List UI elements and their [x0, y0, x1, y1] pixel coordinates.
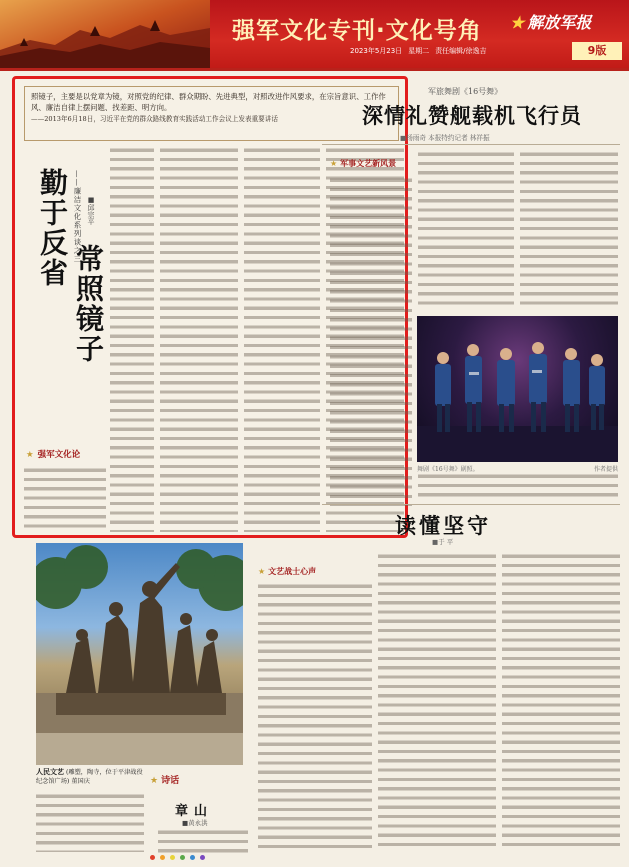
divider [322, 144, 620, 145]
page-number: 9版 [572, 42, 622, 60]
header-title: 强军文化专刊·文化号角 [232, 18, 482, 44]
section-badge [330, 158, 396, 169]
issue-weekday: 星期二 [408, 47, 430, 55]
great-wall-banner-image [0, 0, 210, 68]
photo-caption-text: 舞剧《16号舞》剧照。 [417, 466, 479, 473]
newspaper-name: 解放军报 [527, 13, 592, 32]
star-icon: ★ [258, 567, 266, 576]
section-badge-label: 文艺战士心声 [268, 567, 317, 576]
article-title: 深情礼赞舰载机飞行员 [362, 104, 582, 128]
sculpture-photo [36, 543, 243, 765]
article-text-column [330, 176, 412, 506]
photo-caption-subtitle: (雕塑，陶寺，位于平津战役纪念馆广场) [36, 769, 143, 785]
poem-text [158, 828, 248, 854]
article-text-column [36, 792, 144, 852]
article-text-column [244, 146, 320, 532]
section-badge-label: 军事文艺新风景 [340, 159, 397, 168]
article-byline: ■杨雨奇 本报特约记者 林祥振 [400, 134, 490, 142]
article-text-column [110, 146, 154, 532]
article-title-line-1: 勤于反省 [36, 168, 69, 288]
article-author: ■邱宗平 [87, 196, 95, 225]
star-icon: ★ [510, 13, 525, 32]
decorative-dots [150, 855, 205, 860]
section-badge [258, 566, 316, 577]
article-text-column [160, 146, 238, 532]
article-byline: ■于 平 [432, 538, 454, 546]
photo-caption-title: 人民文艺 [36, 768, 64, 776]
article-text-column [502, 552, 620, 852]
article-text-column [258, 582, 372, 852]
header-divider [0, 68, 629, 71]
editor-info: 责任编辑/徐逸吉 [435, 47, 487, 55]
quote-text: 照镜子，主要是以党章为镜，对照党的纪律、群众期盼、先进典型，对照改进作风要求，在宗旨意识、工作作风、廉洁自律上摆问题、找差距、明方向。 [31, 92, 386, 112]
article-text-column [520, 150, 618, 310]
article-title-line-2: 常照镜子 [72, 244, 105, 364]
photo-caption-author: 董国庆 [71, 778, 90, 785]
divider [322, 504, 620, 505]
photo-caption [36, 768, 146, 786]
star-icon: ★ [330, 159, 338, 168]
article-kicker: 军旅舞剧《16号舞》 [428, 87, 503, 96]
column-badge-label: 强军文化论 [37, 450, 81, 460]
photo-credit: 作者提供 [593, 466, 618, 473]
poem-badge-label: 诗话 [161, 776, 180, 786]
article-title: 读懂坚守 [395, 514, 491, 538]
poem-author: ■黄永洪 [182, 819, 208, 827]
quote-source: ——2013年6月18日，习近平在党的群众路线教育实践活动工作会议上发表重要讲话 [31, 115, 278, 123]
article-text-column [24, 466, 106, 532]
column-badge [26, 448, 80, 460]
issue-date: 2023年5月23日 [350, 47, 403, 55]
dance-drama-photo [417, 316, 618, 462]
page-header [0, 0, 629, 68]
star-icon: ★ [150, 776, 159, 786]
article-text-column [418, 150, 514, 310]
series-label: ——廉洁文化系列谈之三 [73, 170, 82, 264]
poem-title: 章山 [175, 804, 214, 819]
poem-section-badge [150, 773, 179, 786]
header-info-strip [350, 44, 576, 58]
article-text-column [378, 552, 496, 852]
star-icon: ★ [26, 450, 34, 460]
article-text-column [418, 472, 618, 500]
newspaper-logo [510, 10, 591, 33]
